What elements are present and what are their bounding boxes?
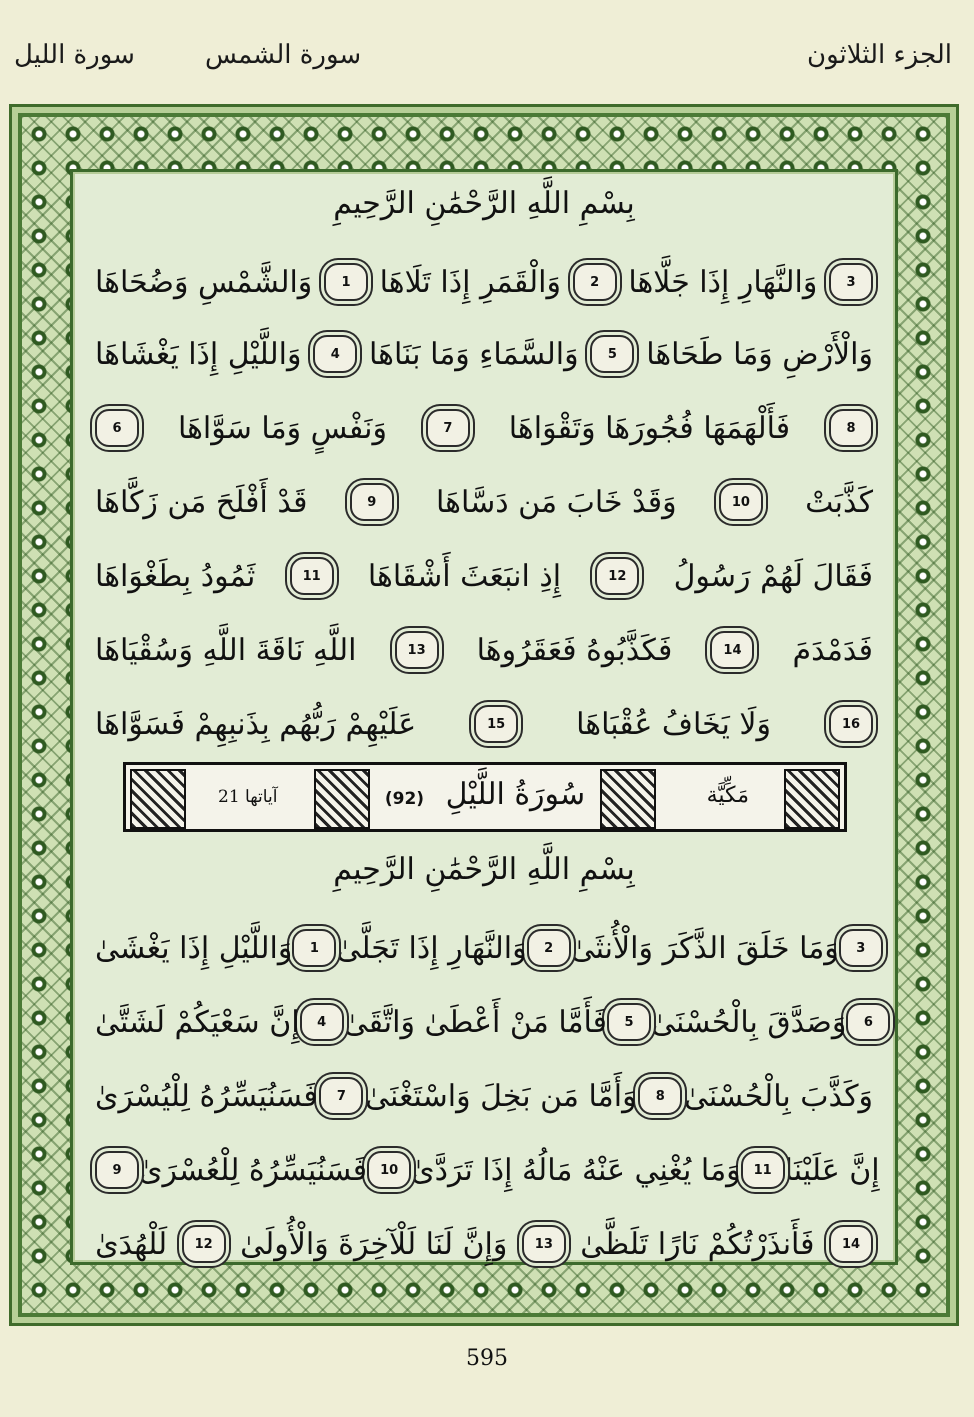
ayah-marker-icon: 1	[324, 263, 368, 301]
ayah-marker-icon: 5	[607, 1003, 651, 1041]
basmala-shams: بِسْمِ اللَّهِ الرَّحْمَٰنِ الرَّحِيمِ	[333, 186, 635, 221]
verse-text: وَالنَّهَارِ إِذَا تَجَلَّىٰ	[336, 930, 527, 966]
page-number: 595	[466, 1346, 508, 1371]
ayah-marker-icon: 2	[573, 263, 617, 301]
text-area	[70, 169, 898, 1265]
ayah-marker-icon: 12	[182, 1225, 226, 1263]
page-header	[0, 40, 974, 100]
ayah-marker-icon: 3	[829, 263, 873, 301]
surah-type: مَكِّيَّة	[706, 783, 749, 808]
verse-text: فَسَنُيَسِّرُهُ لِلْعُسْرَىٰ	[139, 1152, 368, 1188]
verse-line	[95, 1064, 873, 1128]
surah-title-text: سُورَةُ اللَّيْلِ	[445, 777, 586, 812]
ayah-marker-icon: 8	[638, 1077, 682, 1115]
ayah-marker-icon: 7	[319, 1077, 363, 1115]
surah-number: (92)	[384, 789, 425, 809]
ayah-marker-icon: 13	[522, 1225, 566, 1263]
arabesque-icon	[314, 769, 370, 829]
verse-line	[95, 322, 873, 386]
verse-text: فَأَنذَرْتُكُمْ نَارًا تَلَظَّىٰ	[580, 1226, 815, 1262]
decorative-frame	[9, 104, 959, 1326]
verse-text: قَدْ أَفْلَحَ مَن زَكَّاهَا	[95, 484, 308, 520]
ayah-marker-icon: 15	[474, 705, 518, 743]
arabesque-icon	[600, 769, 656, 829]
verse-text: وَاللَّيْلِ إِذَا يَغْشَىٰ	[95, 930, 293, 966]
ayah-marker-icon: 6	[95, 409, 139, 447]
ayah-marker-icon: 9	[350, 483, 394, 521]
surah-name-header-2: سورة الليل	[14, 40, 135, 70]
verse-text: كَذَّبَتْ	[805, 484, 873, 520]
verse-line	[95, 470, 873, 534]
ayah-marker-icon: 11	[290, 557, 334, 595]
ayah-marker-icon: 13	[395, 631, 439, 669]
ayah-marker-icon: 8	[829, 409, 873, 447]
ayah-marker-icon: 1	[292, 929, 336, 967]
ayah-marker-icon: 16	[829, 705, 873, 743]
ayah-marker-icon: 12	[595, 557, 639, 595]
ayah-marker-icon: 5	[590, 335, 634, 373]
verse-text: اللَّهِ نَاقَةَ اللَّهِ وَسُقْيَاهَا	[95, 632, 357, 668]
verse-text: وَمَا خَلَقَ الذَّكَرَ وَالْأُنثَىٰ	[570, 930, 839, 966]
verse-text: عَلَيْهِمْ رَبُّهُم بِذَنبِهِمْ فَسَوَّاهَا	[95, 706, 417, 742]
verse-text: وَاللَّيْلِ إِذَا يَغْشَاهَا	[95, 336, 302, 372]
verse-text: وَإِنَّ لَنَا لَلْآخِرَةَ وَالْأُولَىٰ	[240, 1226, 508, 1262]
ayah-marker-icon: 10	[719, 483, 763, 521]
verse-text: فَأَمَّا مَنْ أَعْطَىٰ وَاتَّقَىٰ	[343, 1004, 608, 1040]
ayah-marker-icon: 9	[95, 1151, 139, 1189]
ayah-marker-icon: 7	[426, 409, 470, 447]
verse-text: لَلْهُدَىٰ	[95, 1226, 168, 1262]
verse-text: وَالْأَرْضِ وَمَا طَحَاهَا	[646, 336, 873, 372]
surah-banner	[123, 762, 847, 832]
surah-name-header-1: سورة الشمس	[205, 40, 362, 70]
verse-text: وَالنَّهَارِ إِذَا جَلَّاهَا	[628, 264, 818, 300]
verse-text: وَمَا يُغْنِي عَنْهُ مَالُهُ إِذَا تَرَدَّىٰ	[411, 1152, 741, 1188]
verse-line	[95, 544, 873, 608]
verse-text: وَالْقَمَرِ إِذَا تَلَاهَا	[379, 264, 561, 300]
verse-line	[95, 396, 873, 460]
verse-text: وَالسَّمَاءِ وَمَا بَنَاهَا	[369, 336, 579, 372]
verse-text: فَسَنُيَسِّرُهُ لِلْيُسْرَىٰ	[95, 1078, 318, 1114]
verse-line	[95, 250, 873, 314]
verse-text: وَكَذَّبَ بِالْحُسْنَىٰ	[683, 1078, 873, 1114]
verse-text: وَنَفْسٍ وَمَا سَوَّاهَا	[177, 410, 387, 446]
verse-text: إِنَّ سَعْيَكُمْ لَشَتَّىٰ	[95, 1004, 300, 1040]
verse-line	[95, 1212, 873, 1276]
verse-text: وَالشَّمْسِ وَضُحَاهَا	[95, 264, 313, 300]
ayah-marker-icon: 3	[839, 929, 883, 967]
ayah-count: آياتها 21	[218, 787, 278, 807]
verse-line	[95, 916, 873, 980]
verse-text: إِذِ انبَعَثَ أَشْقَاهَا	[367, 558, 562, 594]
verse-text: فَدَمْدَمَ	[792, 632, 873, 668]
verse-text: وَأَمَّا مَن بَخِلَ وَاسْتَغْنَىٰ	[365, 1078, 637, 1114]
verse-line	[95, 1138, 880, 1202]
verse-text: إِنَّ عَلَيْنَا	[784, 1152, 880, 1188]
verse-text: ثَمُودُ بِطَغْوَاهَا	[95, 558, 256, 594]
ayah-marker-icon: 2	[527, 929, 571, 967]
verse-text: فَقَالَ لَهُمْ رَسُولُ	[673, 558, 873, 594]
basmala-layl: بِسْمِ اللَّهِ الرَّحْمَٰنِ الرَّحِيمِ	[333, 852, 635, 887]
verse-text: وَصَدَّقَ بِالْحُسْنَىٰ	[651, 1004, 847, 1040]
verse-text: وَلَا يَخَافُ عُقْبَاهَا	[576, 706, 771, 742]
verse-text: فَكَذَّبُوهُ فَعَقَرُوهَا	[476, 632, 673, 668]
arabesque-icon	[784, 769, 840, 829]
verse-text: وَقَدْ خَابَ مَن دَسَّاهَا	[436, 484, 677, 520]
ayah-marker-icon: 6	[846, 1003, 890, 1041]
surah-title	[371, 777, 599, 812]
ayah-marker-icon: 4	[300, 1003, 344, 1041]
verse-text: فَأَلْهَمَهَا فُجُورَهَا وَتَقْوَاهَا	[508, 410, 791, 446]
juz-title: الجزء الثلاثون	[806, 40, 952, 70]
ayah-marker-icon: 14	[829, 1225, 873, 1263]
arabesque-icon	[130, 769, 186, 829]
verse-line	[95, 990, 873, 1054]
ayah-marker-icon: 10	[367, 1151, 411, 1189]
verse-line	[95, 692, 873, 756]
ayah-marker-icon: 4	[313, 335, 357, 373]
verse-line	[95, 618, 873, 682]
ayah-marker-icon: 14	[710, 631, 754, 669]
ayah-marker-icon: 11	[741, 1151, 785, 1189]
